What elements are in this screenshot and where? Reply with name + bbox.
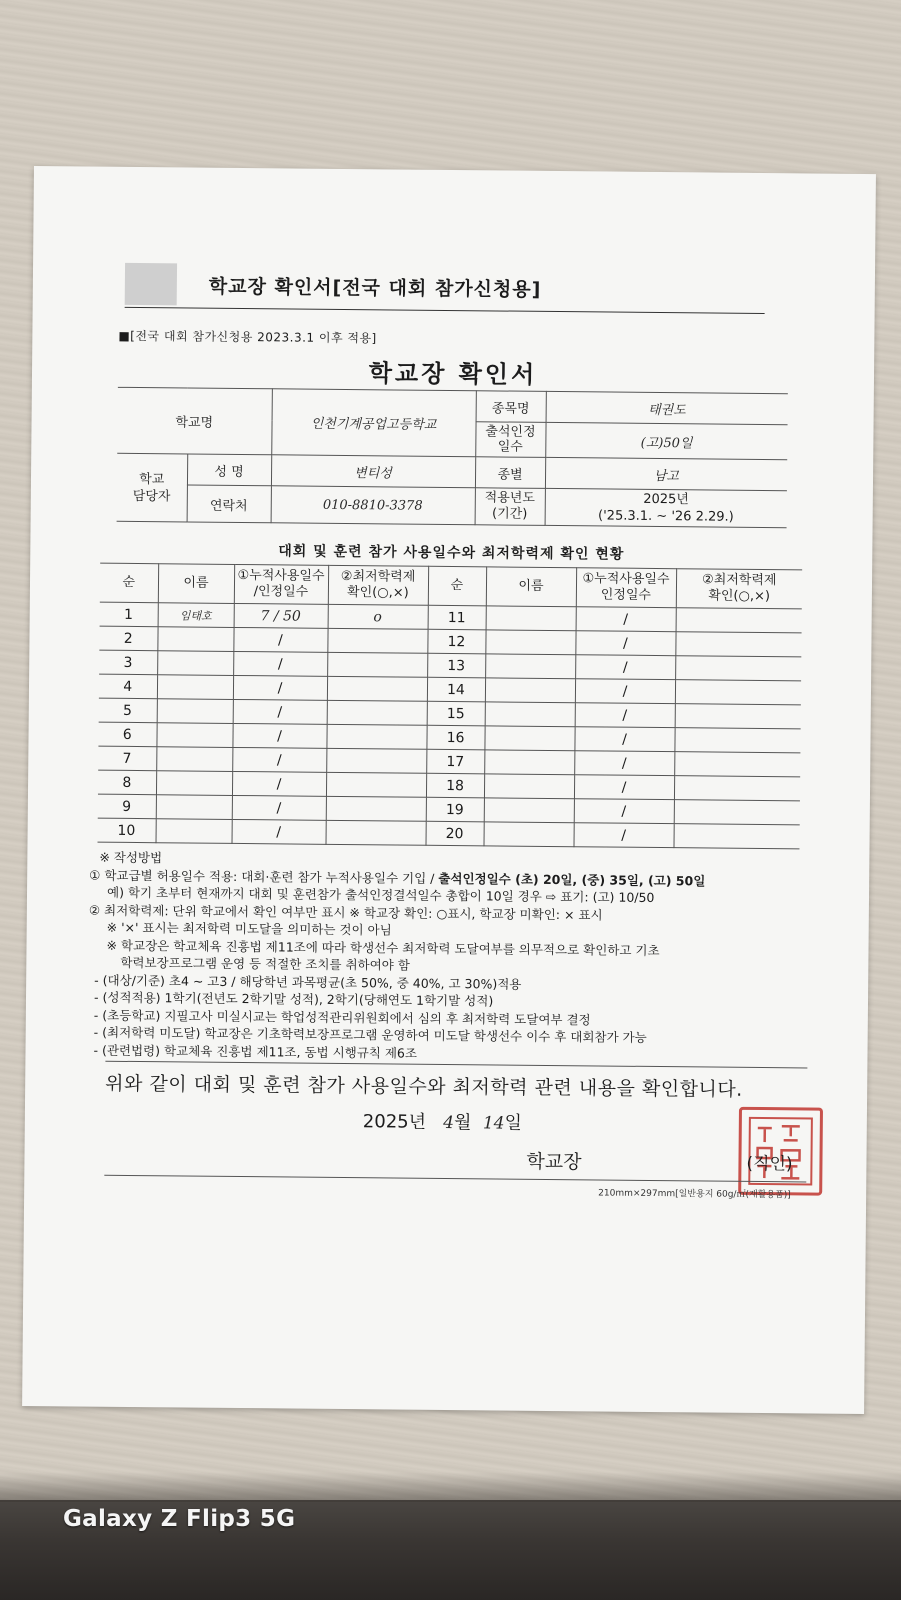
row-name-2 [484,774,574,799]
document-title: 학교장 확인서 [368,359,538,389]
instruction-line-1b: 출석인정일수 (초) 20일, (중) 35일, (고) 50일 [438,870,706,888]
col-min2-line2: 확인(○,×) [708,588,771,605]
row-days-2: / [574,751,674,776]
school-value: 인천기계공업고등학교 [271,389,476,457]
instruction-line-9: - (초등학교) 지필고사 미실시교는 학업성적관리위원회에서 심의 후 최저학력 도달여부 결정 [93,1007,591,1027]
manager-label-line2: 담당자 [132,488,171,504]
row-no-2: 17 [426,749,484,774]
row-days-2: / [575,703,675,728]
instruction-line-8: - (성적적용) 1학기(전년도 2학기말 성적), 2학기(당해연도 1학기말 성적) [93,989,494,1009]
name-value: 변티성 [271,455,475,488]
header-note: ■[전국 대회 참가신청용 2023.3.1 이후 적용] [118,328,377,346]
row-name-2 [484,750,574,775]
row-days: / [233,651,327,676]
row-no-2: 12 [427,629,485,654]
row-min-2 [675,632,801,657]
row-days: / [232,771,326,796]
row-min-2 [676,608,802,633]
instruction-line-7: - (대상/기준) 초4 ~ 고3 / 해당학년 과목평균(초 50%, 중 40%, 고 30%)적용 [94,972,522,992]
document-page [22,166,876,1414]
col-min-header [328,565,428,605]
header-rule [125,307,765,314]
row-days-2: / [576,607,676,632]
row-name: 임태호 [158,603,234,628]
row-no-2: 15 [427,701,485,726]
row-min [327,700,427,725]
row-days: / [233,627,327,652]
row-min [327,628,427,653]
row-no: 6 [98,722,156,747]
instructions-heading: ※ 작성방법 [99,849,163,866]
header-box-title: 학교장 확인서[전국 대회 참가신청용] [208,275,542,301]
row-min [326,772,426,797]
row-no-2: 16 [426,725,484,750]
row-no-2: 18 [426,773,484,798]
row-no: 10 [98,818,156,843]
sport-value: 태권도 [546,391,788,424]
row-no: 4 [99,674,157,699]
contact-label: 연락처 [187,485,271,523]
row-name [157,699,233,724]
principal-label: 학교장 [526,1150,582,1174]
row-days: 7 / 50 [234,603,328,628]
confirm-statement: 위와 같이 대회 및 훈련 참가 사용일수와 최저학력 관련 내용을 확인합니다. [105,1072,743,1101]
col-name-header: 이름 [158,564,234,604]
row-days-2: / [575,631,675,656]
col-min2-line1: ②최저학력제 [702,572,777,589]
name-label: 성 명 [187,454,271,486]
row-no: 1 [100,602,158,627]
row-name-2 [485,678,575,703]
col-days2-line2: 인정일수 [600,587,652,603]
instruction-line-4: ※ '×' 표시는 최저학력 미도달을 의미하는 것이 아님 [106,919,392,938]
instructions [87,849,809,1066]
col-days2-line1: ①누적사용일수 [582,571,670,588]
instruction-line-5: ※ 학교장은 학교체육 진흥법 제11조에 따라 학생선수 최저학력 도달여부를 의무적으로 확인하고 기초 [106,937,660,958]
instruction-line-1a: ① 학교급별 허용일수 적용: 대회·훈련 참가 누적사용일수 기입 / [89,867,439,886]
row-no-2: 19 [426,797,484,822]
date-month-unit: 월 [453,1112,472,1134]
date-year: 2025년 [362,1111,427,1133]
confirm-date [363,1107,522,1135]
row-name-2 [483,822,573,847]
row-name [156,795,232,820]
row-days: / [232,795,326,820]
row-no: 5 [99,698,157,723]
instruction-line-10: - (최저학력 미도달) 학교장은 기초학력보장프로그램 운영하여 미도달 학생선수 이수 후 대회참가 가능 [93,1024,647,1045]
row-name-2 [485,630,575,655]
row-no-2: 14 [427,677,485,702]
row-days-2: / [574,775,674,800]
row-no: 8 [98,770,156,795]
row-name [156,819,232,844]
row-min [326,820,426,845]
row-name-2 [485,702,575,727]
row-name [156,771,232,796]
row-min-2 [674,728,800,753]
school-label: 학교명 [117,387,272,454]
row-days: / [233,675,327,700]
attendance-label-line1: 출석인정 [485,424,536,440]
col-days-line1: ①누적사용일수 [237,567,325,584]
row-no-2: 13 [427,653,485,678]
row-name [156,747,232,772]
row-min-2 [674,776,800,801]
col-no-header-2: 순 [428,566,486,606]
year-value [545,488,787,527]
date-day: 14 [482,1113,505,1134]
row-name [156,723,232,748]
row-name-2 [486,606,576,631]
instruction-line-6: 학력보장프로그램 운영 등 적절한 조치를 취하여야 함 [120,954,410,973]
paper-spec: 210mm×297mm[일반용지 60g/㎡(재활용품)] [598,1188,791,1201]
year-value-line1: 2025년 [643,491,689,508]
attendance-label-line2: 일수 [497,439,523,455]
year-label-line1: 적용년도 [484,490,536,506]
instruction-line-11: - (관련법령) 학교체육 진흥법 제11조, 동법 시행규칙 제6조 [93,1042,418,1061]
row-min [326,724,426,749]
sport-label: 종목명 [476,391,546,423]
row-days: / [232,747,326,772]
col-no-header: 순 [100,563,158,603]
row-no: 2 [99,626,157,651]
row-no: 3 [99,650,157,675]
row-days: / [232,819,326,844]
row-min-2 [675,656,801,681]
row-name-2 [485,654,575,679]
row-min-2 [675,704,801,729]
year-label [475,488,545,526]
row-min-2 [674,752,800,777]
usage-title: 대회 및 훈련 참가 사용일수와 최저학력제 확인 현황 [278,543,625,563]
row-days-2: / [573,823,673,848]
header-gray-box [125,263,177,305]
col-min-header-2 [676,569,802,609]
col-min-line2: 확인(○,×) [347,585,409,601]
seal-label: (직인) [746,1153,793,1175]
usage-table [98,563,803,850]
row-days-2: / [574,727,674,752]
bottom-rule [104,1175,806,1183]
col-days-line2: /인정일수 [253,584,309,600]
row-min [326,748,426,773]
year-label-line2: (기간) [491,506,528,522]
row-name [157,627,233,652]
manager-label [117,453,188,522]
row-days-2: / [574,799,674,824]
attendance-value: (고)50일 [545,422,787,459]
gender-label: 종별 [475,457,545,489]
row-min [327,676,427,701]
row-min-2 [675,680,801,705]
col-name-header-2: 이름 [486,567,576,607]
year-value-line2: ('25.3.1. ~ '26 2.29.) [598,508,734,525]
col-min-line1: ②최저학력제 [340,568,416,585]
row-min-2 [674,800,800,825]
row-no: 7 [98,746,156,771]
contact-value: 010-8810-3378 [271,486,475,525]
row-days-2: / [575,679,675,704]
instruction-line-2: 예) 학기 초부터 현재까지 대회 및 훈련참가 출석인정결석일수 총합이 10일 경우 ⇨ 표기: (고) 10/50 [106,884,655,905]
attendance-label [475,422,545,458]
row-name [157,651,233,676]
row-days-2: / [575,655,675,680]
row-days: / [233,699,327,724]
row-no-2: 11 [428,605,486,630]
row-name-2 [484,726,574,751]
col-days-header-2 [576,568,676,608]
row-no: 9 [98,794,156,819]
col-days-header [234,564,328,604]
info-table [117,387,788,528]
gender-value: 남고 [545,457,787,490]
row-name [157,675,233,700]
manager-label-line1: 학교 [139,471,165,487]
camera-watermark: Galaxy Z Flip3 5G [63,1506,296,1532]
date-month: 4 [443,1112,455,1134]
row-min [326,796,426,821]
row-name-2 [484,798,574,823]
instruction-line-3: ② 최저학력제: 단위 학교에서 확인 여부만 표시 ※ 학교장 확인: ○표시, 학교장 미확인: × 표시 [88,902,603,922]
row-days: / [232,723,326,748]
row-no-2: 20 [425,821,483,846]
date-day-unit: 일 [504,1112,523,1134]
row-min [327,652,427,677]
row-min: o [328,604,428,629]
row-min-2 [673,824,799,849]
